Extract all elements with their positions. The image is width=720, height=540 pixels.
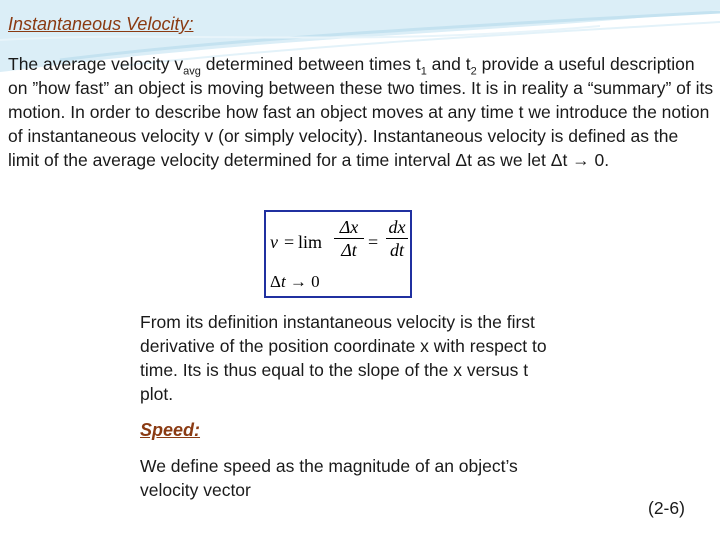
- intro-paragraph: [8, 52, 714, 172]
- subscript-avg: avg: [183, 65, 201, 78]
- subscript-1: 1: [420, 65, 427, 78]
- fraction-denominator: dt: [389, 240, 404, 260]
- intro-text-part: provide a useful description on ”how fast” an object is moving between these two times. It is in reality a “summary” of its motion. In order to describe how fast an object moves at any time t we introduce the notion of instantaneous velocity v (or simply velocity). Instantaneous velocity is defined as the limit of the average velocity determined for a time interval Δt as we let Δt → 0.: [8, 54, 714, 170]
- slide-number: (2-6): [648, 498, 685, 518]
- slide-title: Instantaneous Velocity:: [8, 14, 194, 34]
- formula-limit-condition: [270, 272, 320, 292]
- formula-equals: =: [284, 232, 295, 252]
- limit-arrow: → 0: [289, 272, 320, 291]
- speed-heading: Speed:: [140, 420, 201, 440]
- limit-delta: Δ: [270, 272, 281, 291]
- limit-variable: t: [280, 272, 286, 291]
- formula-lim: lim: [298, 232, 323, 252]
- velocity-formula: [264, 210, 412, 298]
- speed-paragraph: We define speed as the magnitude of an object’s velocity vector: [140, 456, 518, 500]
- intro-text-part: determined between times t: [200, 54, 421, 74]
- intro-text-part: and t: [426, 54, 471, 74]
- formula-fraction-delta: [334, 216, 364, 261]
- formula-lhs: v: [270, 232, 278, 252]
- formula-fraction-derivative: [386, 216, 408, 261]
- fraction-numerator: dx: [386, 216, 408, 239]
- definition-paragraph: From its definition instantaneous velocity is the first derivative of the position coordinate x with respect to time. Its is thus equal to the slope of the x versus t plot.: [140, 312, 547, 404]
- intro-text-part: The average velocity v: [8, 54, 184, 74]
- fraction-numerator: Δx: [334, 216, 364, 239]
- formula-equals: =: [368, 232, 379, 252]
- subscript-2: 2: [470, 65, 477, 78]
- fraction-denominator: Δt: [341, 240, 357, 260]
